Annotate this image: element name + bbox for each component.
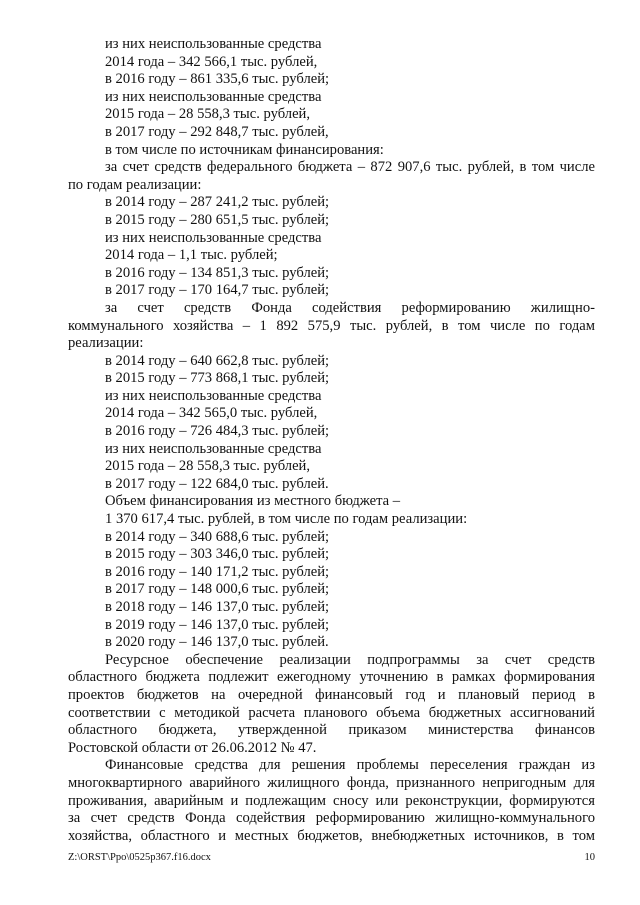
text-line: 2015 года – 28 558,3 тыс. рублей, [105,106,311,123]
text-line: в 2015 году – 303 346,0 тыс. рублей; [105,546,330,563]
text-line: хозяйства, областного и местных бюджетов, внебюджетных источников, в том [68,827,595,844]
text-line: из них неиспользованные средства [105,387,322,404]
text-line: в том числе по источникам финансирования: [105,141,384,158]
text-line: проектов бюджетов на очередной финансовый год и плановый период в [68,686,595,703]
text-line: за счет средств Фонда содействия реформированию жилищно- [105,299,595,316]
footer-file-path: Z:\ORST\Ppo\0525p367.f16.docx [68,852,211,863]
text-line: из них неиспользованные средства [105,229,322,246]
text-line: по годам реализации: [68,176,202,193]
text-line: в 2020 году – 146 137,0 тыс. рублей. [105,634,329,651]
text-line: многоквартирного аварийного жилищного фонда, признанного непригодным для [68,774,595,791]
text-line: Объем финансирования из местного бюджета – [105,493,401,510]
text-line: областного бюджета подлежит ежегодному уточнению в рамках формирования [68,669,595,686]
text-line: в 2015 году – 773 868,1 тыс. рублей; [105,370,330,387]
text-line: областного бюджета, утвержденной приказом министерства финансов [68,722,595,739]
text-line: в 2017 году – 292 848,7 тыс. рублей, [105,123,329,140]
text-line: Ростовской области от 26.06.2012 № 47. [68,739,317,756]
text-line: проживания, аварийным и подлежащим сносу или реконструкции, формируются [68,792,595,809]
text-line: реализации: [68,335,144,352]
text-line: в 2016 году – 134 851,3 тыс. рублей; [105,264,330,281]
text-line: коммунального хозяйства – 1 892 575,9 тыс. рублей, в том числе по годам [68,317,595,334]
text-line: в 2016 году – 861 335,6 тыс. рублей; [105,71,330,88]
text-line: 2014 года – 342 566,1 тыс. рублей, [105,53,318,70]
text-line: в 2019 году – 146 137,0 тыс. рублей; [105,616,330,633]
text-line: 2014 года – 342 565,0 тыс. рублей, [105,405,318,422]
text-line: из них неиспользованные средства [105,36,322,52]
text-line: в 2016 году – 140 171,2 тыс. рублей; [105,563,330,580]
text-line: 2015 года – 28 558,3 тыс. рублей, [105,458,311,475]
text-line: в 2014 году – 287 241,2 тыс. рублей; [105,194,330,211]
text-line: в 2017 году – 148 000,6 тыс. рублей; [105,581,330,598]
text-line: в 2018 году – 146 137,0 тыс. рублей; [105,599,330,615]
text-line: за счет средств Фонда содействия реформированию жилищно-коммунального [68,810,595,827]
text-line: за счет средств федерального бюджета – 872 907,6 тыс. рублей, в том числе [105,159,595,176]
text-line: в 2017 году – 170 164,7 тыс. рублей; [105,282,330,299]
text-line: в 2014 году – 640 662,8 тыс. рублей; [105,352,330,369]
text-line: 2014 года – 1,1 тыс. рублей; [105,247,278,264]
text-line: из них неиспользованные средства [105,440,322,457]
text-line: в 2016 году – 726 484,3 тыс. рублей; [105,423,330,440]
text-line: в 2014 году – 340 688,6 тыс. рублей; [105,528,330,545]
text-line: в 2017 году – 122 684,0 тыс. рублей. [105,475,329,492]
text-line: 1 370 617,4 тыс. рублей, в том числе по годам реализации: [105,511,468,528]
text-line: из них неиспользованные средства [105,88,322,105]
page-number: 10 [584,852,595,863]
document-page [68,36,595,845]
text-line: Финансовые средства для решения проблемы переселения граждан из [105,757,595,774]
text-line: Ресурсное обеспечение реализации подпрограммы за счет средств [105,651,595,668]
text-line: соответствии с методикой расчета планового объема бюджетных ассигнований [68,704,595,721]
text-line: в 2015 году – 280 651,5 тыс. рублей; [105,211,330,228]
